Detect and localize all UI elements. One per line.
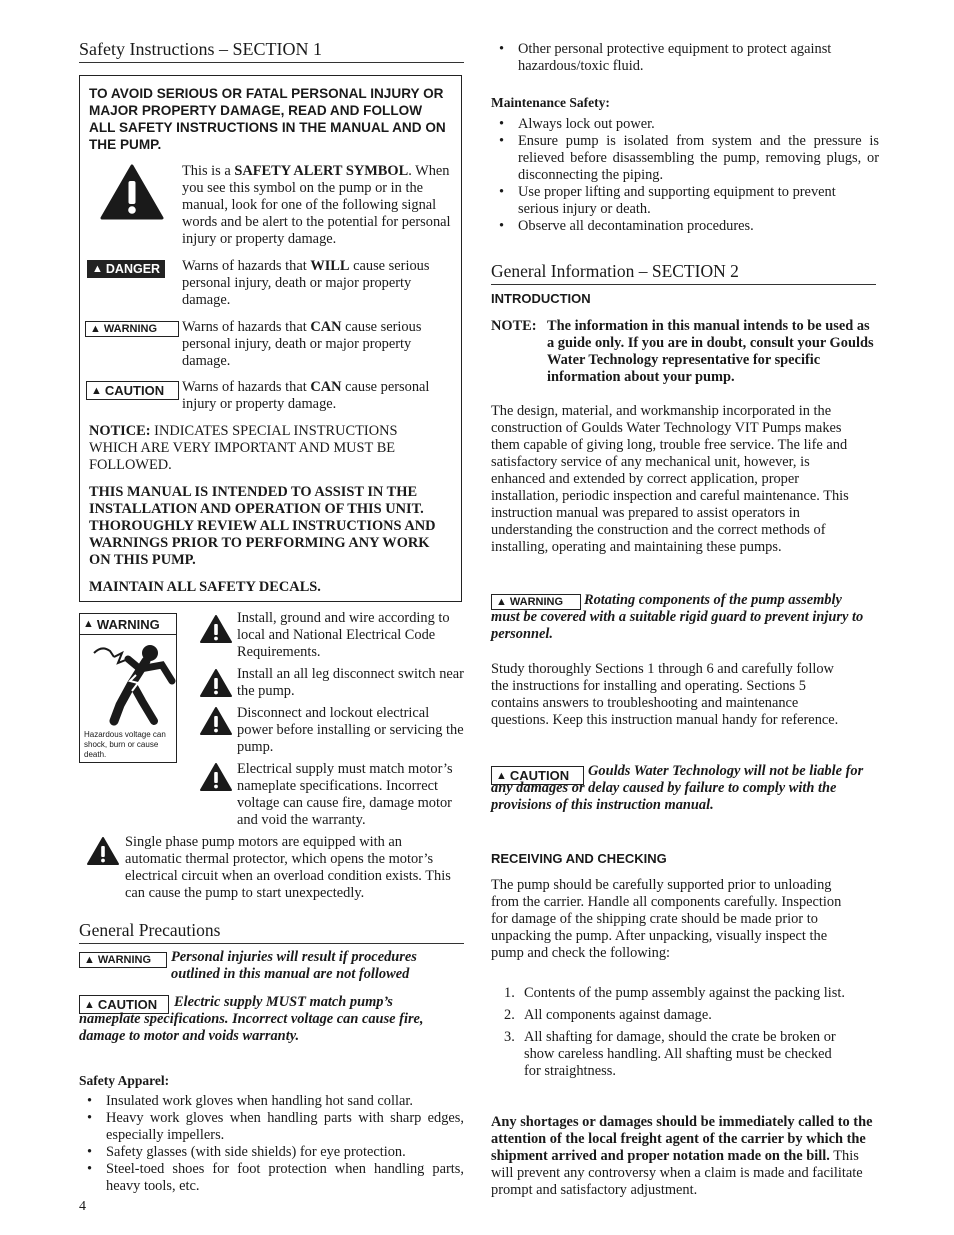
list-item: • Use proper lifting and supporting equipment to prevent serious injury or death. xyxy=(491,184,879,218)
alert-triangle-icon: ▲ xyxy=(496,596,507,608)
alert-triangle-icon: ▲ xyxy=(83,618,94,630)
introduction-heading: INTRODUCTION xyxy=(491,291,591,306)
apparel-list xyxy=(79,1093,464,1195)
list-item xyxy=(491,985,851,1002)
alert-triangle-icon: ▲ xyxy=(92,263,103,275)
list-item: • Heavy work gloves when handling parts with sharp edges, especially impellers. xyxy=(79,1110,464,1144)
list-text: Contents of the pump assembly against the packing list. xyxy=(524,985,845,1001)
alert-triangle-icon xyxy=(199,706,233,736)
caution-text: Warns of hazards that CAN cause personal injury or property damage. xyxy=(182,379,430,412)
liability-caution-text: Goulds Water Technology will not be liable for any damages or delay caused by failure to comply with the provisions of this instruction manual. xyxy=(491,763,864,813)
list-text: All shafting for damage, should the crate be broken or show careless handling. All shafting must be checked for straightness. xyxy=(524,1029,836,1079)
list-item: • Other personal protective equipment to protect against hazardous/toxic fluid. xyxy=(491,41,879,75)
alert-triangle-icon xyxy=(86,836,120,866)
list-item: • Insulated work gloves when handling hot sand collar. xyxy=(79,1093,464,1110)
electrical-item-4: Electrical supply must match motor’s nameplate specifications. Incorrect voltage can cause fire, damage motor and void the warranty. xyxy=(237,761,453,828)
alert-triangle-icon: ▲ xyxy=(496,769,507,782)
electrical-warning-label xyxy=(79,613,177,763)
safety-alert-icon xyxy=(100,164,164,220)
guard-warning-badge: ▲ WARNING xyxy=(491,594,581,610)
study-paragraph: Study thoroughly Sections 1 through 6 and carefully follow the instructions for installing and operating. Sections 5 contains answers to troubleshooting and maintenance questions. Keep this instruction manual handy for reference. xyxy=(491,661,839,728)
hazard-caption: Hazardous voltage can shock, burn or cause death. xyxy=(84,730,166,759)
safety-alert-text: This is a SAFETY ALERT SYMBOL. When you see this symbol on the pump or in the manual, look for one of the following signal words and be alert to the potential for personal injury or property damage. xyxy=(182,163,451,247)
list-text: All components against damage. xyxy=(524,1007,712,1023)
page-number: 4 xyxy=(79,1199,86,1214)
manual-intent-text: THIS MANUAL IS INTENDED TO ASSIST IN THE INSTALLATION AND OPERATION OF THIS UNIT. THOROUGHLY REVIEW ALL INSTRUCTIONS AND WARNINGS PRIOR TO PERFORMING ANY WORK ON THIS PUMP. xyxy=(89,484,436,568)
precaution-warning-text: Personal injuries will result if procedures outlined in this manual are not followed xyxy=(171,949,417,982)
electrical-item-3: Disconnect and lockout electrical power before installing or servicing the pump. xyxy=(237,705,464,755)
caution-badge: ▲ CAUTION xyxy=(86,381,179,400)
precaution-caution-badge: ▲ CAUTION xyxy=(79,995,169,1014)
electrical-item-2: Install an all leg disconnect switch near the pump. xyxy=(237,666,464,699)
electric-shock-icon xyxy=(80,635,176,727)
list-item xyxy=(491,1007,851,1024)
precaution-warning-badge: ▲ WARNING xyxy=(79,952,167,968)
precautions-title: General Precautions xyxy=(79,920,464,944)
introduction-paragraph: The design, material, and workmanship incorporated in the construction of Goulds Water Technology VIT Pumps makes them capable of giving long, trouble free service. The life and satisfactory service of any mechanical unit, however, is enhanced and extended by correct application, proper installation, periodic inspection and careful maintenance. This instruction manual was prepared to assist operators in understanding the construction and the correct methods of installing, operating and maintaining these pumps. xyxy=(491,403,849,555)
list-item: • Safety glasses (with side shields) for eye protection. xyxy=(79,1144,464,1161)
decals-text: MAINTAIN ALL SAFETY DECALS. xyxy=(89,579,321,595)
danger-badge: ▲ DANGER xyxy=(87,260,165,278)
alert-triangle-icon xyxy=(199,762,233,792)
list-number: 2. xyxy=(504,1007,515,1023)
list-item: • Steel-toed shoes for foot protection when handling parts, heavy tools, etc. xyxy=(79,1161,464,1195)
notice-text: NOTICE: INDICATES SPECIAL INSTRUCTIONS WHICH ARE VERY IMPORTANT AND MUST BE FOLLOWED. xyxy=(89,423,398,473)
precaution-caution-text: Electric supply MUST match pump’s nameplate specifications. Incorrect voltage can cause fire, damage to motor and voids warranty. xyxy=(79,994,424,1044)
alert-triangle-icon: ▲ xyxy=(90,323,101,335)
alert-triangle-icon xyxy=(199,668,233,698)
single-phase-text: Single phase pump motors are equipped with an automatic thermal protector, which opens the motor’s electrical circuit when an overload condition exists. This can cause the pump to start unexpectedly. xyxy=(125,834,451,901)
list-item: • Ensure pump is isolated from system and the pressure is relieved before disassembling the pump, removing plugs, or disconnecting the piping. xyxy=(491,133,879,184)
list-number: 3. xyxy=(504,1029,515,1045)
warning-text: Warns of hazards that CAN cause serious personal injury, death or major property damage. xyxy=(182,319,422,369)
list-item: • Always lock out power. xyxy=(491,116,879,133)
list-item xyxy=(491,1029,851,1080)
liability-caution-badge: ▲ CAUTION xyxy=(491,766,584,785)
alert-triangle-icon: ▲ xyxy=(84,998,95,1011)
maintenance-list xyxy=(491,116,879,235)
alert-triangle-icon xyxy=(199,614,233,644)
warning-badge: ▲ WARNING xyxy=(85,321,179,337)
box-header: TO AVOID SERIOUS OR FATAL PERSONAL INJURY OR MAJOR PROPERTY DAMAGE, READ AND FOLLOW ALL SAFETY INSTRUCTIONS IN THE MANUAL AND ON THE PUMP. xyxy=(89,86,446,152)
note-text: The information in this manual intends to be used as a guide only. If you are in doubt, consult your Goulds Water Technology representative for specific information about your pump. xyxy=(547,318,874,385)
receiving-paragraph: The pump should be carefully supported prior to unloading from the carrier. Handle all components carefully. Inspection for damage of the shipping crate should be made prior to unpacking the pump. After unpacking, visually inspect the pump and check the following: xyxy=(491,877,842,961)
electrical-item-1: Install, ground and wire according to local and National Electrical Code Requirements. xyxy=(237,610,450,660)
list-number: 1. xyxy=(504,985,515,1001)
check-list xyxy=(491,985,851,1080)
shortage-paragraph: Any shortages or damages should be immediately called to the attention of the local freight agent of the carrier by which the shipment arrived and proper notation made on the bill. This will prevent any controversy when a claim is made and facilitate prompt and satisfactory adjustment. xyxy=(491,1114,873,1198)
apparel-title: Safety Apparel: xyxy=(79,1073,170,1088)
list-item: • Observe all decontamination procedures. xyxy=(491,218,879,235)
electrical-warning-header: ▲ WARNING xyxy=(80,614,176,635)
maintenance-title: Maintenance Safety: xyxy=(491,95,610,110)
alert-triangle-icon: ▲ xyxy=(91,384,102,397)
note-label: NOTE: xyxy=(491,318,537,334)
danger-text: Warns of hazards that WILL cause serious personal injury, death or major property damage. xyxy=(182,258,430,308)
section1-title: Safety Instructions – SECTION 1 xyxy=(79,39,464,63)
alert-triangle-icon: ▲ xyxy=(84,954,95,966)
safety-box xyxy=(79,75,462,602)
guard-warning-text: Rotating components of the pump assembly must be covered with a suitable rigid guard to prevent injury to personnel. xyxy=(491,592,864,642)
section2-title: General Information – SECTION 2 xyxy=(491,261,876,285)
ppe-list xyxy=(491,41,879,75)
receiving-heading: RECEIVING AND CHECKING xyxy=(491,851,667,866)
